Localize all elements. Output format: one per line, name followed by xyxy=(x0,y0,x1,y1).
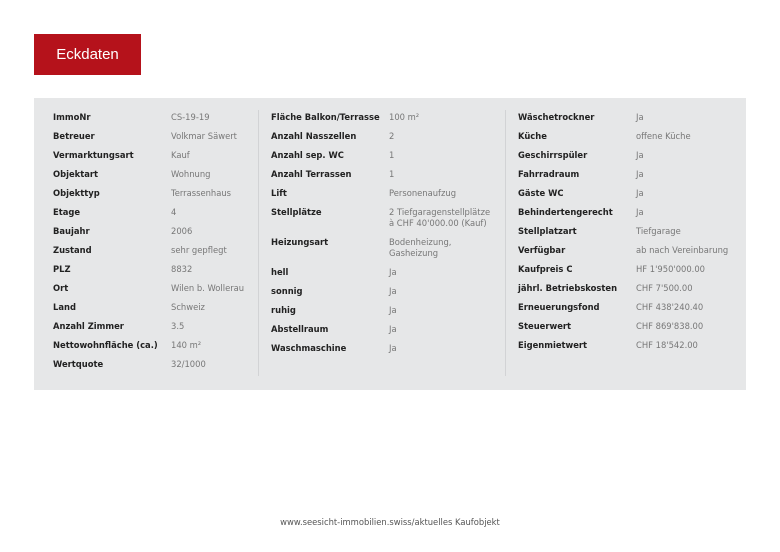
data-row xyxy=(53,264,244,283)
row-label: Objekttyp xyxy=(53,188,100,198)
row-label: hell xyxy=(271,267,289,277)
row-label: Baujahr xyxy=(53,226,90,236)
row-value: 1 xyxy=(389,150,395,160)
row-value: Volkmar Säwert xyxy=(171,131,237,141)
data-row xyxy=(518,283,728,302)
row-label: Wertquote xyxy=(53,359,104,369)
data-row xyxy=(271,237,490,267)
data-row xyxy=(53,150,244,169)
row-value: Ja xyxy=(389,267,397,277)
data-row xyxy=(518,321,728,340)
row-label: Anzahl Zimmer xyxy=(53,321,124,331)
data-row xyxy=(271,150,490,169)
row-value: 32/1000 xyxy=(171,359,206,369)
row-value: Wohnung xyxy=(171,169,211,179)
data-row xyxy=(271,169,490,188)
data-row xyxy=(53,321,244,340)
data-row xyxy=(271,324,490,343)
row-value: Bodenheizung, Gasheizung xyxy=(389,237,452,258)
row-label: Ort xyxy=(53,283,69,293)
data-row xyxy=(518,188,728,207)
row-value: 2 Tiefgaragenstellplätze à CHF 40'000.00 (Kauf) xyxy=(389,207,491,228)
column-divider xyxy=(258,110,259,376)
row-value: 8832 xyxy=(171,264,193,274)
data-column-1 xyxy=(53,112,244,378)
row-value: Terrassenhaus xyxy=(171,188,232,198)
row-value: Wilen b. Wollerau xyxy=(171,283,245,293)
row-label: PLZ xyxy=(53,264,71,274)
row-value: Ja xyxy=(636,207,644,217)
data-row xyxy=(53,359,244,378)
row-label: Heizungsart xyxy=(271,237,329,247)
row-label: Geschirrspüler xyxy=(518,150,588,160)
row-label: Anzahl sep. WC xyxy=(271,150,344,160)
data-row xyxy=(518,245,728,264)
row-value: 140 m² xyxy=(171,340,202,350)
row-label: Kaufpreis C xyxy=(518,264,573,274)
row-value: Kauf xyxy=(171,150,190,160)
row-label: Nettowohnfläche (ca.) xyxy=(53,340,158,350)
row-value: 2 xyxy=(389,131,395,141)
data-row xyxy=(53,188,244,207)
row-label: Abstellraum xyxy=(271,324,329,334)
row-label: Zustand xyxy=(53,245,92,255)
column-divider xyxy=(505,110,506,376)
data-row xyxy=(518,302,728,321)
row-value: 2006 xyxy=(171,226,193,236)
row-label: Fläche Balkon/Terrasse xyxy=(271,112,380,122)
key-data-panel xyxy=(34,98,746,390)
row-label: Betreuer xyxy=(53,131,95,141)
data-row xyxy=(271,343,490,362)
row-label: Steuerwert xyxy=(518,321,572,331)
data-row xyxy=(518,112,728,131)
row-value: CHF 7'500.00 xyxy=(636,283,693,293)
row-label: ruhig xyxy=(271,305,296,315)
data-row xyxy=(518,207,728,226)
row-value: Tiefgarage xyxy=(636,226,681,236)
row-value: Ja xyxy=(636,112,644,122)
row-label: sonnig xyxy=(271,286,303,296)
data-row xyxy=(518,340,728,359)
data-row xyxy=(518,131,728,150)
row-label: Vermarktungsart xyxy=(53,150,134,160)
data-row xyxy=(53,302,244,321)
row-value: 1 xyxy=(389,169,395,179)
data-row xyxy=(518,264,728,283)
data-row xyxy=(53,131,244,150)
row-label: Eigenmietwert xyxy=(518,340,588,350)
data-row xyxy=(271,267,490,286)
row-value: CHF 438'240.40 xyxy=(636,302,704,312)
row-label: ImmoNr xyxy=(53,112,91,122)
row-value: 3.5 xyxy=(171,321,185,331)
data-row xyxy=(518,150,728,169)
row-value: Ja xyxy=(389,286,397,296)
row-label: Behindertengerecht xyxy=(518,207,613,217)
row-label: Küche xyxy=(518,131,547,141)
row-value: CHF 18'542.00 xyxy=(636,340,698,350)
row-label: jährl. Betriebskosten xyxy=(518,283,618,293)
row-label: Gäste WC xyxy=(518,188,564,198)
row-label: Stellplatzart xyxy=(518,226,577,236)
row-value: Ja xyxy=(389,324,397,334)
row-value: 100 m² xyxy=(389,112,420,122)
row-label: Objektart xyxy=(53,169,99,179)
row-label: Erneuerungsfond xyxy=(518,302,600,312)
data-row xyxy=(271,188,490,207)
row-value: ab nach Vereinbarung xyxy=(636,245,729,255)
data-row xyxy=(53,340,244,359)
row-label: Wäschetrockner xyxy=(518,112,595,122)
data-row xyxy=(53,283,244,302)
row-value: Personenaufzug xyxy=(389,188,457,198)
row-value: HF 1'950'000.00 xyxy=(636,264,705,274)
row-value: 4 xyxy=(171,207,177,217)
row-value: CS-19-19 xyxy=(171,112,210,122)
row-label: Fahrradraum xyxy=(518,169,580,179)
data-row xyxy=(271,207,490,237)
row-value: Schweiz xyxy=(171,302,205,312)
row-label: Lift xyxy=(271,188,287,198)
row-value: Ja xyxy=(389,305,397,315)
section-title: Eckdaten xyxy=(34,34,141,75)
data-row xyxy=(271,305,490,324)
data-column-2 xyxy=(271,112,490,362)
footer-url: www.seesicht-immobilien.swiss/aktuelles Kaufobjekt xyxy=(280,517,500,527)
row-label: Etage xyxy=(53,207,81,217)
row-value: Ja xyxy=(636,188,644,198)
row-label: Anzahl Nasszellen xyxy=(271,131,357,141)
data-row xyxy=(53,112,244,131)
data-row xyxy=(53,207,244,226)
row-label: Waschmaschine xyxy=(271,343,347,353)
row-value: Ja xyxy=(389,343,397,353)
data-row xyxy=(271,131,490,150)
row-value: Ja xyxy=(636,169,644,179)
row-value: sehr gepflegt xyxy=(171,245,227,255)
row-value: Ja xyxy=(636,150,644,160)
data-row xyxy=(53,226,244,245)
data-row xyxy=(518,169,728,188)
data-row xyxy=(271,286,490,305)
data-row xyxy=(271,112,490,131)
data-row xyxy=(518,226,728,245)
row-value: offene Küche xyxy=(636,131,691,141)
row-label: Anzahl Terrassen xyxy=(271,169,352,179)
row-label: Stellplätze xyxy=(271,207,322,217)
row-value: CHF 869'838.00 xyxy=(636,321,704,331)
row-label: Land xyxy=(53,302,76,312)
data-row xyxy=(53,245,244,264)
data-row xyxy=(53,169,244,188)
data-column-3 xyxy=(518,112,728,359)
row-label: Verfügbar xyxy=(518,245,566,255)
